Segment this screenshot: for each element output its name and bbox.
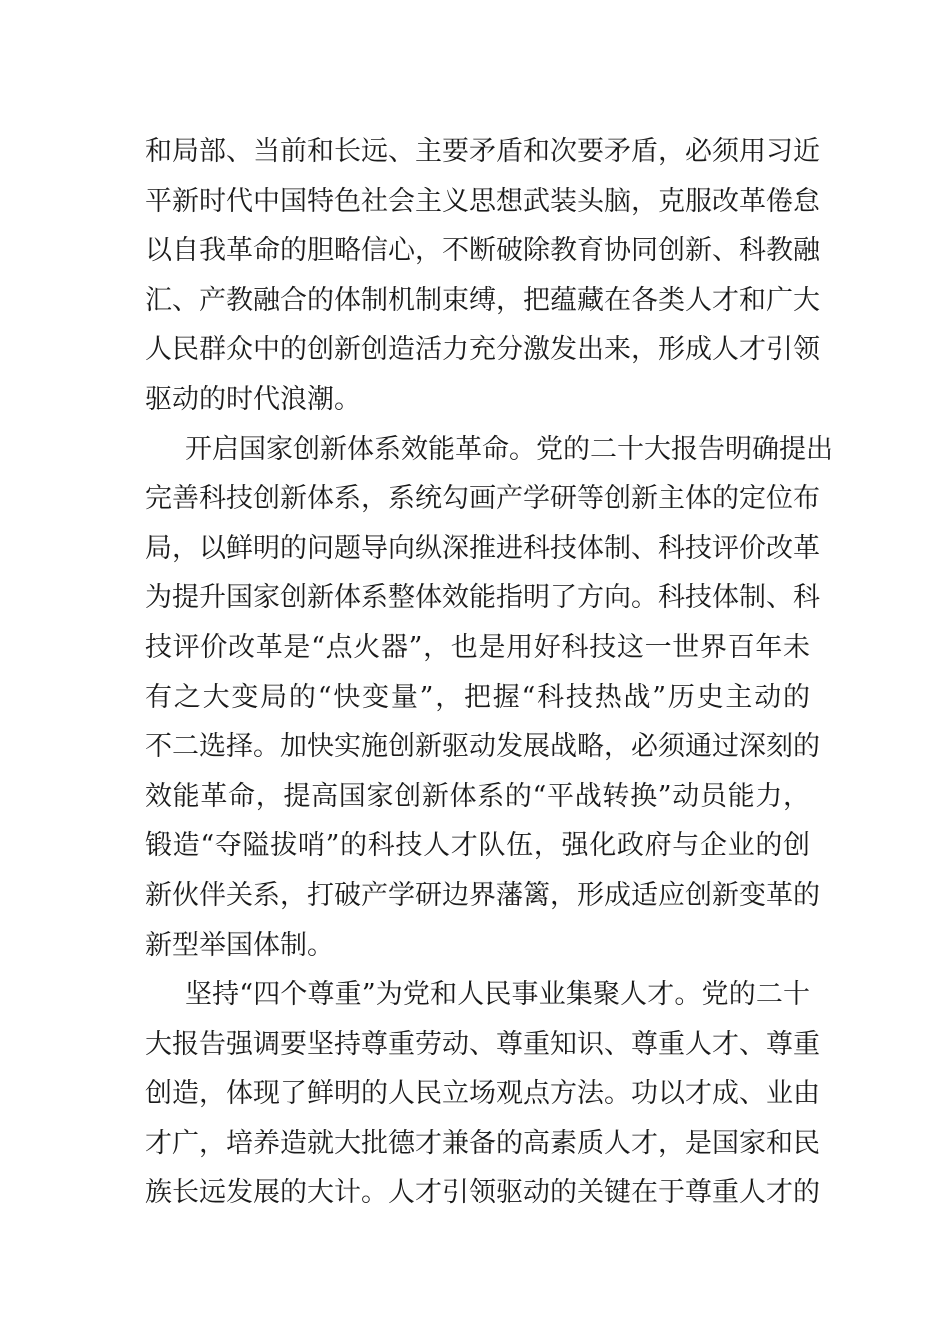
text-line: 人民群众中的创新创造活力充分激发出来，形成人才引领 (145, 334, 820, 366)
paragraph (145, 970, 820, 1218)
text-line: 和局部、当前和长远、主要矛盾和次要矛盾，必须用习近 (145, 136, 820, 167)
text-line: 为提升国家创新体系整体效能指明了方向。科技体制、科 (145, 582, 820, 614)
text-line: 开启国家创新体系效能革命。党的二十大报告明确提出 (185, 433, 833, 465)
text-line: 不二选择。加快实施创新驱动发展战略，必须通过深刻的 (145, 731, 820, 763)
text-line: 技评价改革是“点火器”，也是用好科技这一世界百年未 (145, 631, 810, 663)
text-line: 创造，体现了鲜明的人民立场观点方法。功以才成、业由 (145, 1078, 820, 1110)
document-body (145, 127, 833, 1218)
text-line: 大报告强调要坚持尊重劳动、尊重知识、尊重人才、尊重 (145, 1028, 820, 1060)
text-line: 驱动的时代浪潮。 (145, 383, 361, 415)
paragraph (145, 127, 820, 425)
text-line: 族长远发展的大计。人才引领驱动的关键在于尊重人才的 (145, 1177, 820, 1209)
text-line: 才广，培养造就大批德才兼备的高素质人才，是国家和民 (145, 1127, 820, 1159)
text-line: 汇、产教融合的体制机制束缚，把蕴藏在各类人才和广大 (145, 284, 820, 316)
text-line: 效能革命，提高国家创新体系的“平战转换”动员能力， (145, 780, 810, 812)
text-line: 新型举国体制。 (145, 929, 334, 961)
text-line: 坚持“四个尊重”为党和人民事业集聚人才。党的二十 (185, 979, 810, 1011)
text-line: 有之大变局的“快变量”，把握“科技热战”历史主动的 (145, 681, 810, 713)
text-line: 平新时代中国特色社会主义思想武装头脑，克服改革倦怠 (145, 185, 820, 217)
text-line: 完善科技创新体系，系统勾画产学研等创新主体的定位布 (145, 483, 820, 515)
text-line: 新伙伴关系，打破产学研边界藩篱，形成适应创新变革的 (145, 879, 820, 911)
text-line: 局，以鲜明的问题导向纵深推进科技体制、科技评价改革 (145, 532, 820, 564)
text-line: 锻造“夺隘拔哨”的科技人才队伍，强化政府与企业的创 (145, 830, 810, 862)
text-line: 以自我革命的胆略信心，不断破除教育协同创新、科教融 (145, 235, 820, 267)
paragraph (145, 425, 833, 971)
